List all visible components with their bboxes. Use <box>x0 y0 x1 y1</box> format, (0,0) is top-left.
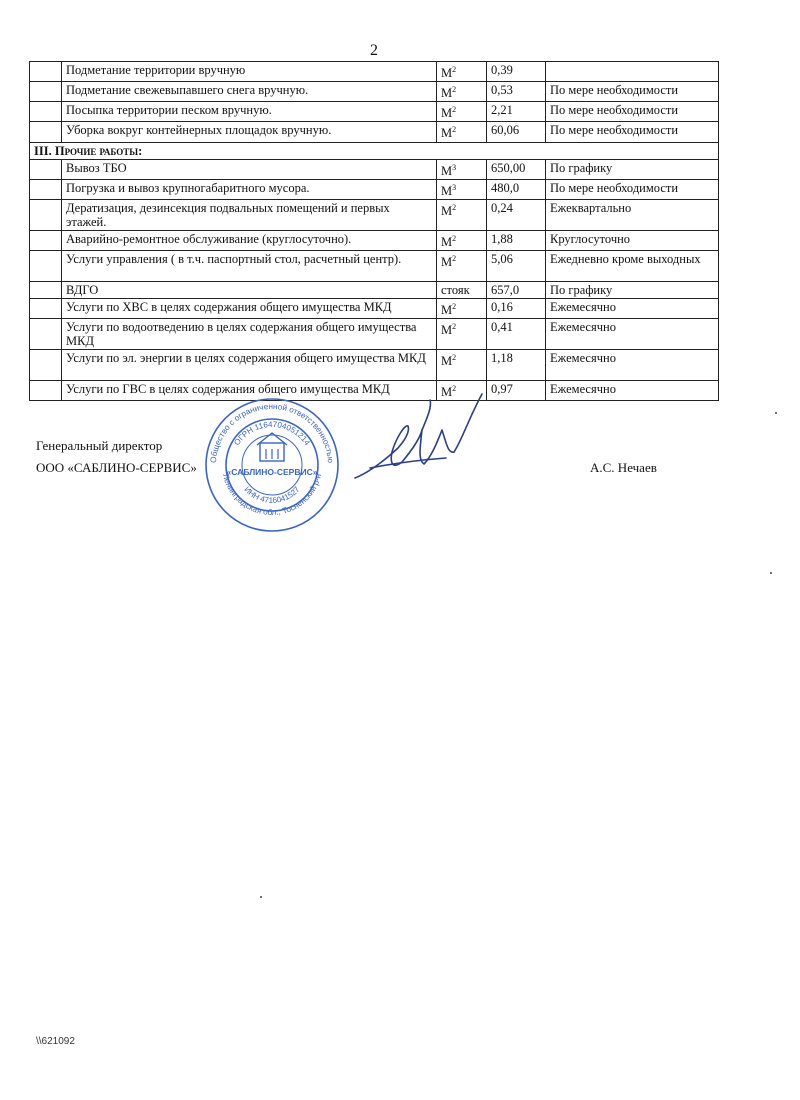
row-number-cell <box>30 282 62 299</box>
page-number: 2 <box>370 42 378 59</box>
table-row <box>30 230 719 250</box>
work-name-cell: Услуги по ГВС в целях содержания общего имущества МКД <box>62 381 437 401</box>
row-number-cell <box>30 319 62 350</box>
unit-cell <box>437 62 487 82</box>
svg-text:ОГРН 1164704051214: ОГРН 1164704051214 <box>232 419 312 448</box>
work-name-cell: Аварийно-ремонтное обслуживание (круглосуточно). <box>62 230 437 250</box>
row-number-cell <box>30 199 62 230</box>
scan-speck <box>770 572 772 574</box>
work-name-cell: Услуги по эл. энергии в целях содержания общего имущества МКД <box>62 350 437 381</box>
unit-exponent: 2 <box>452 322 457 332</box>
frequency-cell: Ежемесячно <box>546 381 719 401</box>
unit-text: М <box>441 183 453 198</box>
rate-cell: 0,24 <box>487 199 546 230</box>
frequency-cell: По мере необходимости <box>546 179 719 199</box>
unit-exponent: 3 <box>452 182 457 192</box>
frequency-cell: По мере необходимости <box>546 102 719 122</box>
frequency-cell: Ежеквартально <box>546 199 719 230</box>
svg-text:Ленинградская обл., Тосненский: Ленинградская обл., Тосненский р-н <box>220 472 324 518</box>
work-name-cell: Вывоз ТБО <box>62 159 437 179</box>
work-name-cell: Посыпка территории песком вручную. <box>62 102 437 122</box>
rate-cell: 657,0 <box>487 282 546 299</box>
director-company: ООО «САБЛИНО-СЕРВИС» <box>36 460 197 475</box>
rate-cell: 1,18 <box>487 350 546 381</box>
row-number-cell <box>30 102 62 122</box>
unit-text: М <box>441 255 453 270</box>
work-name-cell: Уборка вокруг контейнерных площадок вручную. <box>62 122 437 142</box>
row-number-cell <box>30 159 62 179</box>
rate-cell: 0,53 <box>487 82 546 102</box>
rate-cell: 0,16 <box>487 299 546 319</box>
handwritten-signature <box>350 390 500 500</box>
work-name-cell: Услуги по ХВС в целях содержания общего имущества МКД <box>62 299 437 319</box>
director-title: Генеральный директор <box>36 438 163 453</box>
rate-cell: 60,06 <box>487 122 546 142</box>
svg-text:Общество с ограниченной ответс: Общество с ограниченной ответственностью <box>208 401 336 464</box>
frequency-cell: Ежемесячно <box>546 319 719 350</box>
table-row <box>30 179 719 199</box>
work-name-cell: Дератизация, дезинсекция подвальных помещений и первых этажей. <box>62 199 437 230</box>
table-row <box>30 319 719 350</box>
unit-cell <box>437 102 487 122</box>
rate-cell: 650,00 <box>487 159 546 179</box>
unit-cell <box>437 350 487 381</box>
unit-cell <box>437 299 487 319</box>
unit-exponent: 2 <box>452 384 457 394</box>
frequency-cell: Ежемесячно <box>546 350 719 381</box>
unit-cell <box>437 251 487 282</box>
table-row <box>30 299 719 319</box>
works-table <box>29 61 719 401</box>
unit-exponent: 2 <box>452 105 457 115</box>
row-number-cell <box>30 122 62 142</box>
director-name: А.С. Нечаев <box>590 460 657 475</box>
unit-text: стояк <box>441 283 470 298</box>
work-name-cell: Погрузка и вывоз крупногабаритного мусора. <box>62 179 437 199</box>
row-number-cell <box>30 62 62 82</box>
frequency-cell: По мере необходимости <box>546 122 719 142</box>
unit-text: М <box>441 204 453 219</box>
work-name-cell: Услуги по водоотведению в целях содержания общего имущества МКД <box>62 319 437 350</box>
unit-text: М <box>441 126 453 141</box>
unit-cell <box>437 282 487 299</box>
row-number-cell <box>30 251 62 282</box>
table-row <box>30 282 719 299</box>
unit-exponent: 2 <box>452 233 457 243</box>
table-row <box>30 62 719 82</box>
document-code: \\621092 <box>36 1036 75 1047</box>
rate-cell: 5,06 <box>487 251 546 282</box>
unit-cell <box>437 82 487 102</box>
unit-exponent: 2 <box>452 254 457 264</box>
unit-cell <box>437 381 487 401</box>
row-number-cell <box>30 230 62 250</box>
section-title: III. Прочие работы: <box>30 142 719 159</box>
unit-exponent: 2 <box>452 65 457 74</box>
table-row <box>30 102 719 122</box>
svg-text:ИНН 4716041527: ИНН 4716041527 <box>242 484 302 506</box>
row-number-cell <box>30 82 62 102</box>
unit-text: М <box>441 385 453 400</box>
unit-cell <box>437 319 487 350</box>
frequency-cell: По графику <box>546 282 719 299</box>
rate-cell: 0,41 <box>487 319 546 350</box>
unit-cell <box>437 199 487 230</box>
frequency-cell: По мере необходимости <box>546 82 719 102</box>
unit-text: М <box>441 323 453 338</box>
rate-cell: 2,21 <box>487 102 546 122</box>
table-section-row <box>30 142 719 159</box>
unit-exponent: 2 <box>452 302 457 312</box>
frequency-cell: Ежемесячно <box>546 299 719 319</box>
unit-text: М <box>441 354 453 369</box>
unit-exponent: 2 <box>452 125 457 135</box>
frequency-cell: По графику <box>546 159 719 179</box>
row-number-cell <box>30 179 62 199</box>
rate-cell: 480,0 <box>487 179 546 199</box>
svg-text:«САБЛИНО-СЕРВИС»: «САБЛИНО-СЕРВИС» <box>226 467 318 477</box>
table-row <box>30 350 719 381</box>
unit-text: М <box>441 86 453 101</box>
work-name-cell: ВДГО <box>62 282 437 299</box>
work-name-cell: Подметание территории вручную <box>62 62 437 82</box>
unit-exponent: 2 <box>452 85 457 95</box>
work-name-cell: Подметание свежевыпавшего снега вручную. <box>62 82 437 102</box>
works-table-body <box>30 62 719 401</box>
rate-cell: 0,97 <box>487 381 546 401</box>
table-row <box>30 199 719 230</box>
table-row <box>30 82 719 102</box>
table-row <box>30 381 719 401</box>
unit-cell <box>437 122 487 142</box>
table-row <box>30 251 719 282</box>
unit-exponent: 3 <box>452 162 457 172</box>
unit-cell <box>437 159 487 179</box>
unit-text: М <box>441 163 453 178</box>
unit-text: М <box>441 235 453 250</box>
unit-exponent: 2 <box>452 353 457 363</box>
unit-text: М <box>441 303 453 318</box>
rate-cell: 1,88 <box>487 230 546 250</box>
frequency-cell: Ежедневно кроме выходных <box>546 251 719 282</box>
company-seal <box>202 395 342 535</box>
unit-cell <box>437 179 487 199</box>
row-number-cell <box>30 381 62 401</box>
row-number-cell <box>30 299 62 319</box>
rate-cell: 0,39 <box>487 62 546 82</box>
scan-speck <box>775 412 777 414</box>
frequency-cell <box>546 62 719 82</box>
frequency-cell: Круглосуточно <box>546 230 719 250</box>
unit-text: М <box>441 106 453 121</box>
unit-text: М <box>441 66 453 81</box>
row-number-cell <box>30 350 62 381</box>
work-name-cell: Услуги управления ( в т.ч. паспортный стол, расчетный центр). <box>62 251 437 282</box>
table-row <box>30 159 719 179</box>
scan-speck <box>260 896 262 898</box>
unit-exponent: 2 <box>452 202 457 212</box>
unit-cell <box>437 230 487 250</box>
table-row <box>30 122 719 142</box>
